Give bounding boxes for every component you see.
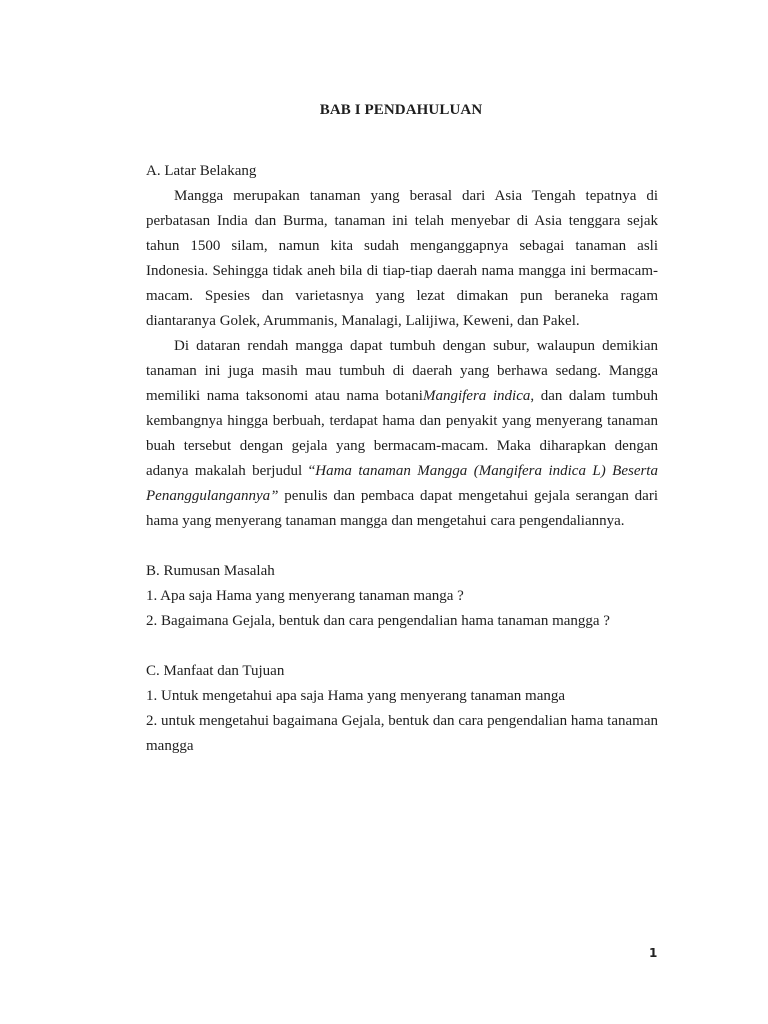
section-heading-latar-belakang: A. Latar Belakang [146, 163, 257, 179]
paper-title-quote: Hama tanaman Mangga (Mangifera indica L) Beserta Penanggulangannya” [146, 463, 658, 504]
paragraph-text: penulis dan pembaca dapat mengetahui gejala serangan dari hama yang menyerang tanaman mangga dan mengetahui cara pengendaliannya. [146, 488, 658, 529]
paragraph-text: , dan dalam tumbuh kembangnya hingga berbuah, terdapat hama dan penyakit yang menyerang tanaman buah tersebut dengan gejala yang bermacam-macam. Maka diharapkan dengan adanya makalah berjudul “ [146, 388, 658, 479]
scientific-name: Mangifera indica [422, 388, 531, 404]
list-item: 2. Bagaimana Gejala, bentuk dan cara pengendalian hama tanaman mangga ? [146, 613, 610, 629]
section-heading-manfaat-tujuan: C. Manfaat dan Tujuan [146, 663, 285, 679]
page-number: 1 [649, 946, 658, 960]
paragraph-latar-belakang-2 [146, 334, 658, 534]
paragraph-latar-belakang-1: Mangga merupakan tanaman yang berasal dari Asia Tengah tepatnya di perbatasan India dan Burma, tanaman ini telah menyebar di Asia tenggara sejak tahun 1500 silam, namun kita sudah menganggapnya sebagai tanaman asli Indonesia. Sehingga tidak aneh bila di tiap-tiap daerah nama mangga ini bermacam-macam. Spesies dan varietasnya yang lezat dimakan pun beraneka ragam diantaranya Golek, Arummanis, Manalagi, Lalijiwa, Keweni, dan Pakel. [146, 188, 658, 329]
paragraph-text: Di dataran rendah mangga dapat tumbuh dengan subur, walaupun demikian tanaman ini juga masih mau tumbuh di daerah yang berhawa sedang. Mangga memiliki nama taksonomi atau nama botani [146, 338, 658, 404]
section-heading-rumusan-masalah: B. Rumusan Masalah [146, 563, 275, 579]
chapter-title: BAB I PENDAHULUAN [319, 102, 483, 118]
list-item: 1. Apa saja Hama yang menyerang tanaman manga ? [146, 588, 464, 604]
list-item: 1. Untuk mengetahui apa saja Hama yang menyerang tanaman manga [146, 688, 566, 704]
document-body [146, 159, 658, 759]
spacer [146, 534, 658, 559]
list-item: 2. untuk mengetahui bagaimana Gejala, bentuk dan cara pengendalian hama tanaman mangga [146, 713, 658, 754]
spacer [146, 634, 658, 659]
